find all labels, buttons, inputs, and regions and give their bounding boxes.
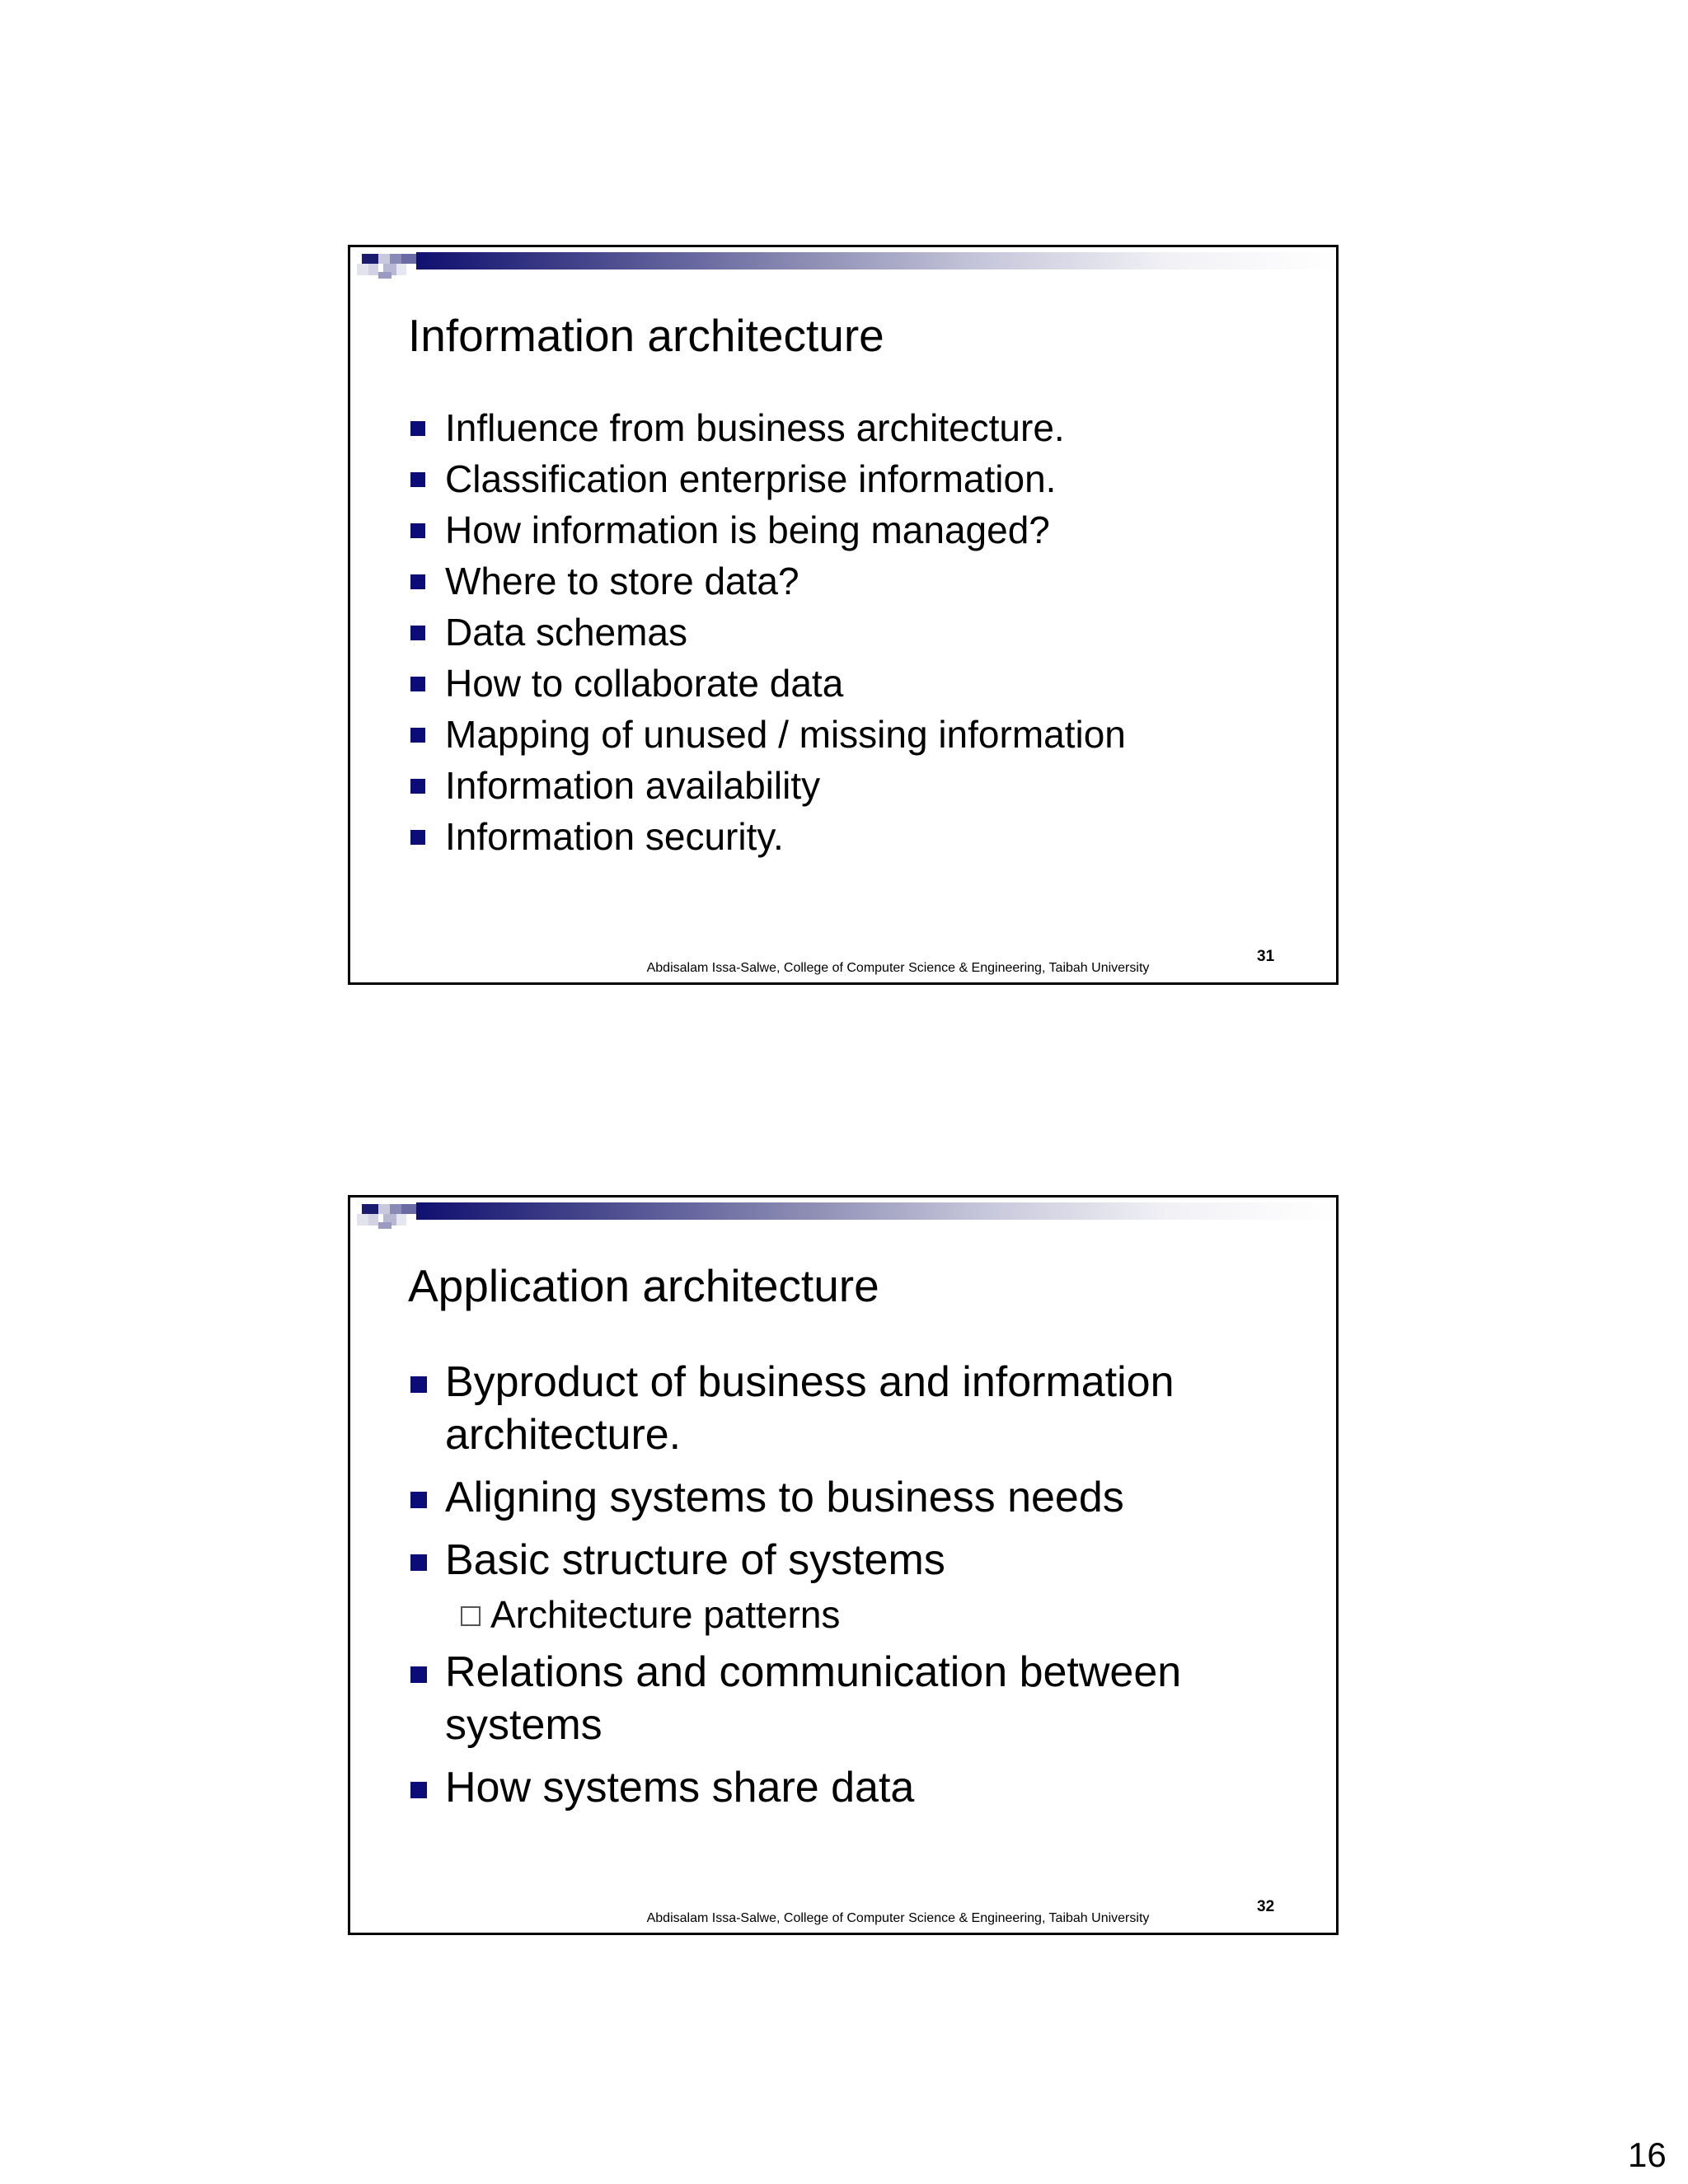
list-item	[408, 504, 1126, 555]
bullet-text: Aligning systems to business needs	[445, 1474, 1124, 1521]
square-bullet-icon	[410, 1666, 427, 1683]
slide-footer	[350, 960, 1339, 977]
bullet-text: Information security.	[445, 815, 784, 858]
square-bullet-icon	[410, 728, 425, 743]
sub-bullet-text: Architecture patterns	[490, 1593, 841, 1636]
bullet-text: Classification enterprise information.	[445, 457, 1057, 500]
slide-title: Application architecture	[408, 1260, 879, 1311]
bullet-text: How information is being managed?	[445, 509, 1050, 551]
slide-footer	[350, 1910, 1339, 1927]
square-bullet-icon	[410, 1554, 427, 1571]
slide-header-decoration	[350, 1197, 1339, 1239]
page-number: 16	[1628, 2135, 1667, 2174]
bullet-list	[408, 1356, 1315, 1824]
slide-number: 31	[1257, 948, 1275, 965]
bullet-text: Data schemas	[445, 611, 688, 654]
bullet-text: Relations and communication between systems	[445, 1648, 1182, 1749]
slide-number: 32	[1257, 1898, 1275, 1915]
slide-32	[348, 1195, 1339, 1935]
footer-text: Abdisalam Issa-Salwe, College of Computer Science & Engineering, Taibah University	[646, 1911, 1150, 1925]
list-item	[408, 760, 1126, 811]
square-bullet-icon	[410, 1782, 427, 1798]
bullet-text: Where to store data?	[445, 560, 799, 602]
list-item	[408, 1356, 1269, 1461]
list-item	[408, 607, 1126, 658]
list-item	[408, 1646, 1269, 1751]
square-bullet-icon	[410, 1376, 427, 1393]
bullet-text: How to collaborate data	[445, 662, 844, 705]
square-bullet-icon	[410, 574, 425, 589]
list-item	[408, 709, 1126, 760]
square-bullet-icon	[410, 779, 425, 794]
list-item	[408, 811, 1126, 862]
square-bullet-icon	[410, 523, 425, 538]
list-item	[408, 402, 1126, 453]
square-bullet-icon	[410, 421, 425, 436]
bullet-text: Influence from business architecture.	[445, 406, 1065, 449]
list-item	[408, 1534, 1269, 1586]
square-bullet-icon	[410, 677, 425, 691]
bullet-text: Basic structure of systems	[445, 1536, 945, 1584]
slide-header-decoration	[350, 247, 1339, 288]
square-bullet-icon	[410, 830, 425, 845]
square-bullet-icon	[410, 1492, 427, 1508]
hollow-square-bullet-icon	[461, 1606, 481, 1626]
slide-31	[348, 245, 1339, 985]
footer-text: Abdisalam Issa-Salwe, College of Computer Science & Engineering, Taibah University	[646, 961, 1150, 975]
list-item	[408, 658, 1126, 709]
list-item	[408, 1471, 1269, 1524]
list-item	[408, 555, 1126, 607]
bullet-text: Byproduct of business and information architecture.	[445, 1358, 1175, 1459]
square-bullet-icon	[410, 626, 425, 640]
bullet-text: How systems share data	[445, 1764, 915, 1811]
square-bullet-icon	[410, 472, 425, 487]
slide-title: Information architecture	[408, 310, 884, 361]
bullet-list	[408, 402, 1126, 862]
list-item	[408, 1761, 1269, 1814]
bullet-text: Mapping of unused / missing information	[445, 713, 1126, 756]
list-item	[408, 453, 1126, 504]
sub-list-item	[408, 1591, 1315, 1638]
bullet-text: Information availability	[445, 764, 821, 807]
